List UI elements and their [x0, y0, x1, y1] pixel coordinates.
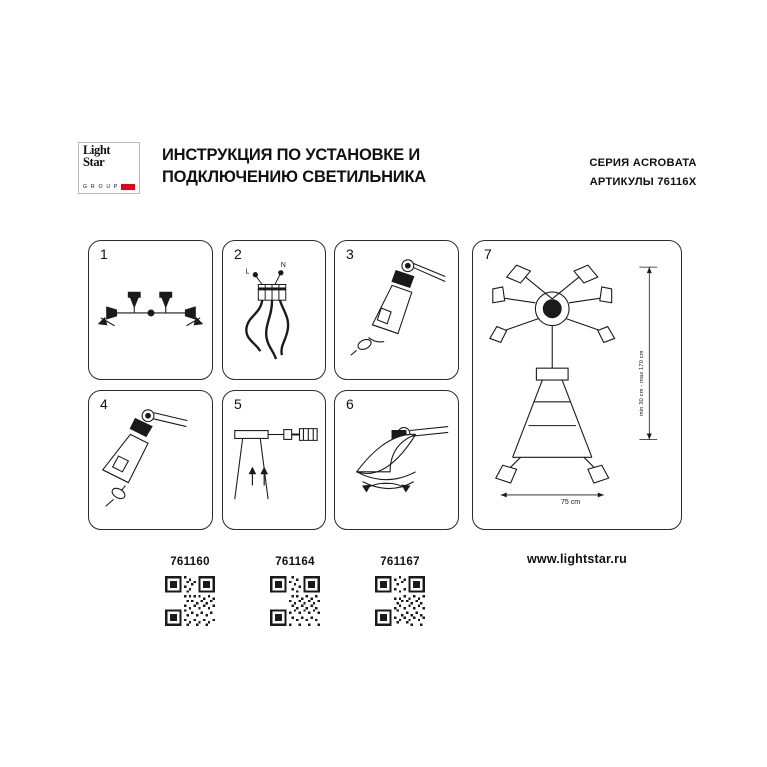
step-panel-4 — [88, 390, 213, 530]
terminal-label-l: L — [245, 268, 250, 276]
page-title-line1: ИНСТРУКЦИЯ ПО УСТАНОВКЕ И — [162, 146, 421, 164]
document-header — [78, 140, 698, 202]
series-label: СЕРИЯ ACROBATA — [589, 157, 697, 169]
terminal-label-n: N — [280, 261, 286, 269]
step-number-4: 4 — [100, 396, 108, 412]
product-info — [508, 154, 767, 192]
terminal-block-figure — [223, 241, 325, 379]
step-panel-3 — [334, 240, 459, 380]
website-link[interactable]: www.lightstar.ru — [527, 552, 627, 566]
step-number-5: 5 — [234, 396, 242, 412]
screwdriver-figure — [223, 391, 325, 529]
step-number-3: 3 — [346, 246, 354, 262]
step-panel-6 — [334, 390, 459, 530]
step-number-7: 7 — [484, 246, 492, 262]
product-code-item — [360, 556, 440, 626]
mounting-bar-figure — [89, 241, 212, 379]
product-code-label: 761167 — [380, 556, 420, 568]
article-label: АРТИКУЛЫ 76116X — [589, 176, 697, 188]
step-number-1: 1 — [100, 246, 108, 262]
qr-code-761160[interactable] — [165, 576, 215, 626]
product-code-item — [150, 556, 230, 626]
step-number-2: 2 — [234, 246, 242, 262]
step-panel-2 — [222, 240, 326, 380]
width-dimension-label: 75 cm — [561, 499, 581, 506]
step-panel-7 — [472, 240, 682, 530]
assembly-overview-figure — [473, 241, 681, 529]
brand-logo — [78, 142, 140, 194]
qr-code-761167[interactable] — [375, 576, 425, 626]
brand-logo-line2: Star — [83, 154, 105, 169]
height-dimension-label: min 30 cm - max 170 cm — [639, 350, 645, 416]
product-code-item — [255, 556, 335, 626]
brand-logo-group: G R O U P — [83, 184, 119, 190]
brand-logo-line1: Light — [83, 143, 111, 157]
step-panel-5 — [222, 390, 326, 530]
shade-attach-figure — [335, 241, 458, 379]
step-number-6: 6 — [346, 396, 354, 412]
product-code-label: 761160 — [170, 556, 210, 568]
bulb-install-figure — [89, 391, 212, 529]
product-code-label: 761164 — [275, 556, 315, 568]
product-codes — [150, 556, 440, 626]
brand-accent-bar — [121, 184, 135, 190]
shade-rotate-figure — [335, 391, 458, 529]
page-title-line2: ПОДКЛЮЧЕНИЮ СВЕТИЛЬНИКА — [162, 168, 427, 186]
step-panel-1 — [88, 240, 213, 380]
page-title — [162, 144, 492, 188]
qr-code-761164[interactable] — [270, 576, 320, 626]
brand-logo-text — [83, 145, 110, 168]
